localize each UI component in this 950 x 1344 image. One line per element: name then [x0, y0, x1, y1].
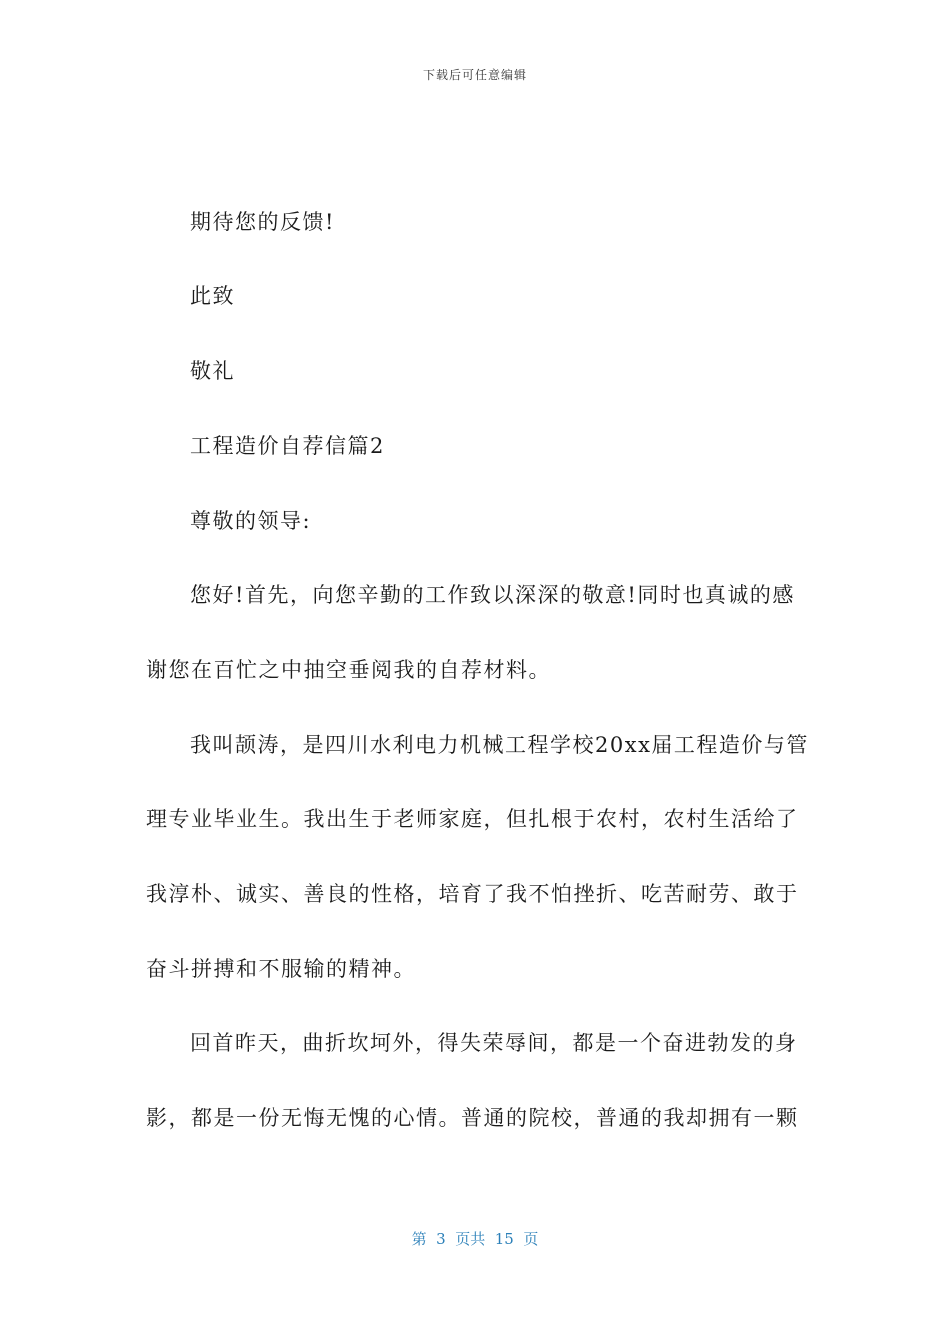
section-title: 工程造价自荐信篇2 — [190, 434, 385, 458]
paragraph-line: 奋斗拼搏和不服输的精神。 — [146, 957, 416, 981]
page-header-note: 下载后可任意编辑 — [422, 68, 527, 82]
paragraph-line: 我叫颉涛，是四川水利电力机械工程学校20xx届工程造价与管 — [190, 733, 809, 757]
paragraph-line: 理专业毕业生。我出生于老师家庭，但扎根于农村，农村生活给了 — [146, 807, 799, 831]
closing-line-regards: 敬礼 — [190, 359, 235, 383]
paragraph-line: 影，都是一份无悔无愧的心情。普通的院校，普通的我却拥有一颗 — [146, 1106, 799, 1130]
closing-line-feedback: 期待您的反馈! — [190, 210, 335, 234]
paragraph-line: 我淳朴、诚实、善良的性格，培育了我不怕挫折、吃苦耐劳、敢于 — [146, 882, 799, 906]
paragraph-line: 您好!首先，向您辛勤的工作致以深深的敬意!同时也真诚的感 — [190, 583, 795, 607]
paragraph-line: 谢您在百忙之中抽空垂阅我的自荐材料。 — [146, 658, 551, 682]
closing-line-salutation: 此致 — [190, 284, 235, 308]
paragraph-line: 回首昨天，曲折坎坷外，得失荣辱间，都是一个奋进勃发的身 — [190, 1031, 798, 1055]
greeting-line: 尊敬的领导: — [190, 509, 312, 533]
page-number-footer: 第 3 页共 15 页 — [411, 1230, 539, 1248]
